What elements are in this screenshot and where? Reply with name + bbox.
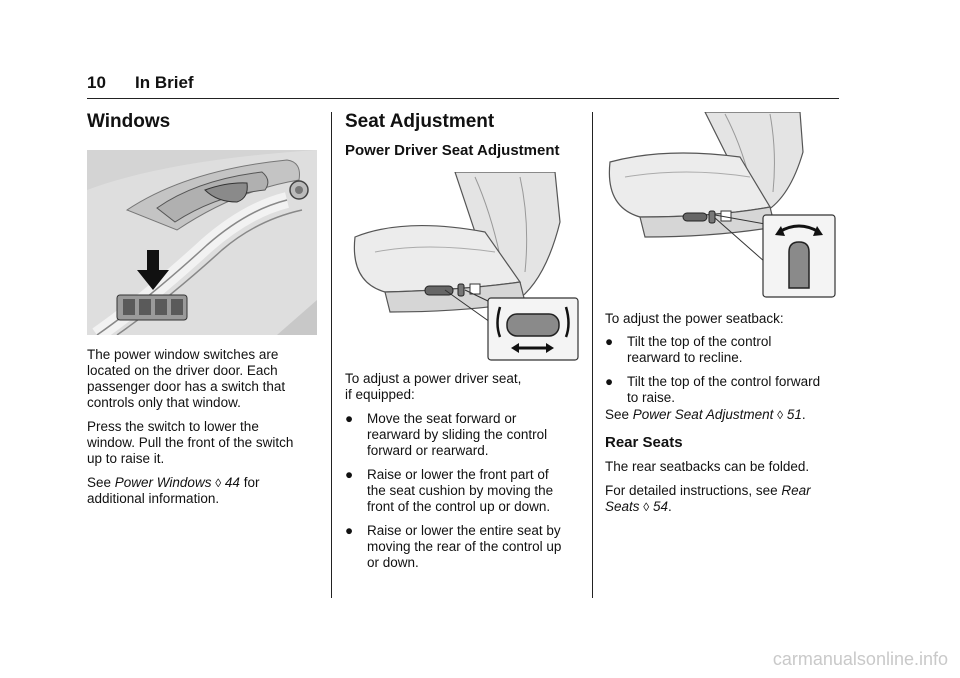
driver-seat-control-illustration — [345, 172, 580, 362]
page-ref-icon: ◊ — [643, 500, 650, 514]
page-number: 10 — [87, 73, 106, 92]
windows-para1-line2: located on the driver door. Each — [87, 363, 278, 378]
windows-see-line1: See Power Windows ◊ 44 for — [87, 475, 260, 490]
bullet-dot: ● — [345, 467, 354, 482]
power-windows-page[interactable]: 44 — [224, 475, 240, 490]
windows-see-line2: additional information. — [87, 491, 220, 506]
header-rule — [87, 98, 839, 99]
windows-para2-line1: Press the switch to lower the — [87, 419, 259, 434]
seatback-intro: To adjust the power seatback: — [605, 311, 784, 326]
seat-bullet-1: ● Move the seat forward or rearward by sliding the control forward or rearward. — [345, 411, 548, 458]
chapter-title: In Brief — [135, 73, 194, 92]
bullet-dot: ● — [345, 411, 354, 426]
rear-seats-heading: Rear Seats — [605, 434, 683, 451]
rear-para2-line1: For detailed instructions, see Rear — [605, 483, 811, 498]
seatback-see: See Power Seat Adjustment ◊ 51. — [605, 407, 806, 422]
windows-para1-line1: The power window switches are — [87, 347, 279, 362]
seat-intro-line2: if equipped: — [345, 387, 415, 402]
seat-intro-line1: To adjust a power driver seat, — [345, 371, 522, 386]
windows-heading: Windows — [87, 111, 171, 132]
windows-para2-line2: window. Pull the front of the switch — [87, 435, 294, 450]
power-driver-seat-heading: Power Driver Seat Adjustment — [345, 142, 560, 159]
bullet-dot: ● — [605, 374, 614, 389]
column-divider-2 — [592, 112, 593, 598]
windows-para2-line3: up to raise it. — [87, 451, 165, 466]
rear-seats-link-part1[interactable]: Rear — [781, 483, 811, 498]
door-window-switch-illustration — [87, 150, 317, 335]
watermark: carmanualsonline.info — [772, 649, 948, 669]
rear-para1: The rear seatbacks can be folded. — [605, 459, 810, 474]
power-seat-adjustment-page[interactable]: 51 — [786, 407, 802, 422]
windows-para1-line3: passenger door has a switch that — [87, 379, 286, 394]
seatback-control-illustration — [605, 112, 840, 300]
page-ref-icon: ◊ — [777, 408, 784, 422]
rear-seats-page[interactable]: 54 — [653, 499, 669, 514]
page-header — [87, 73, 839, 99]
bullet-dot: ● — [605, 334, 614, 349]
seat-bullet-2: ● Raise or lower the front part of the seat cushion by moving the front of the control up or down. — [345, 467, 554, 514]
seat-bullet-3: ● Raise or lower the entire seat by moving the rear of the control up or down. — [345, 523, 562, 570]
rear-para2-line2: Seats ◊ 54. — [605, 499, 672, 514]
page-ref-icon: ◊ — [215, 476, 222, 490]
seatback-bullet-1: ● Tilt the top of the control rearward to recline. — [605, 334, 772, 365]
bullet-dot: ● — [345, 523, 354, 538]
power-seat-adjustment-link[interactable]: Power Seat Adjustment — [632, 407, 774, 422]
column-divider-1 — [331, 112, 332, 598]
seat-adjustment-heading: Seat Adjustment — [345, 111, 495, 132]
power-windows-link[interactable]: Power Windows — [114, 475, 212, 490]
rear-seats-link-part2[interactable]: Seats — [605, 499, 640, 514]
windows-para1-line4: controls only that window. — [87, 395, 241, 410]
seatback-bullet-2: ● Tilt the top of the control forward to raise. — [605, 374, 821, 405]
